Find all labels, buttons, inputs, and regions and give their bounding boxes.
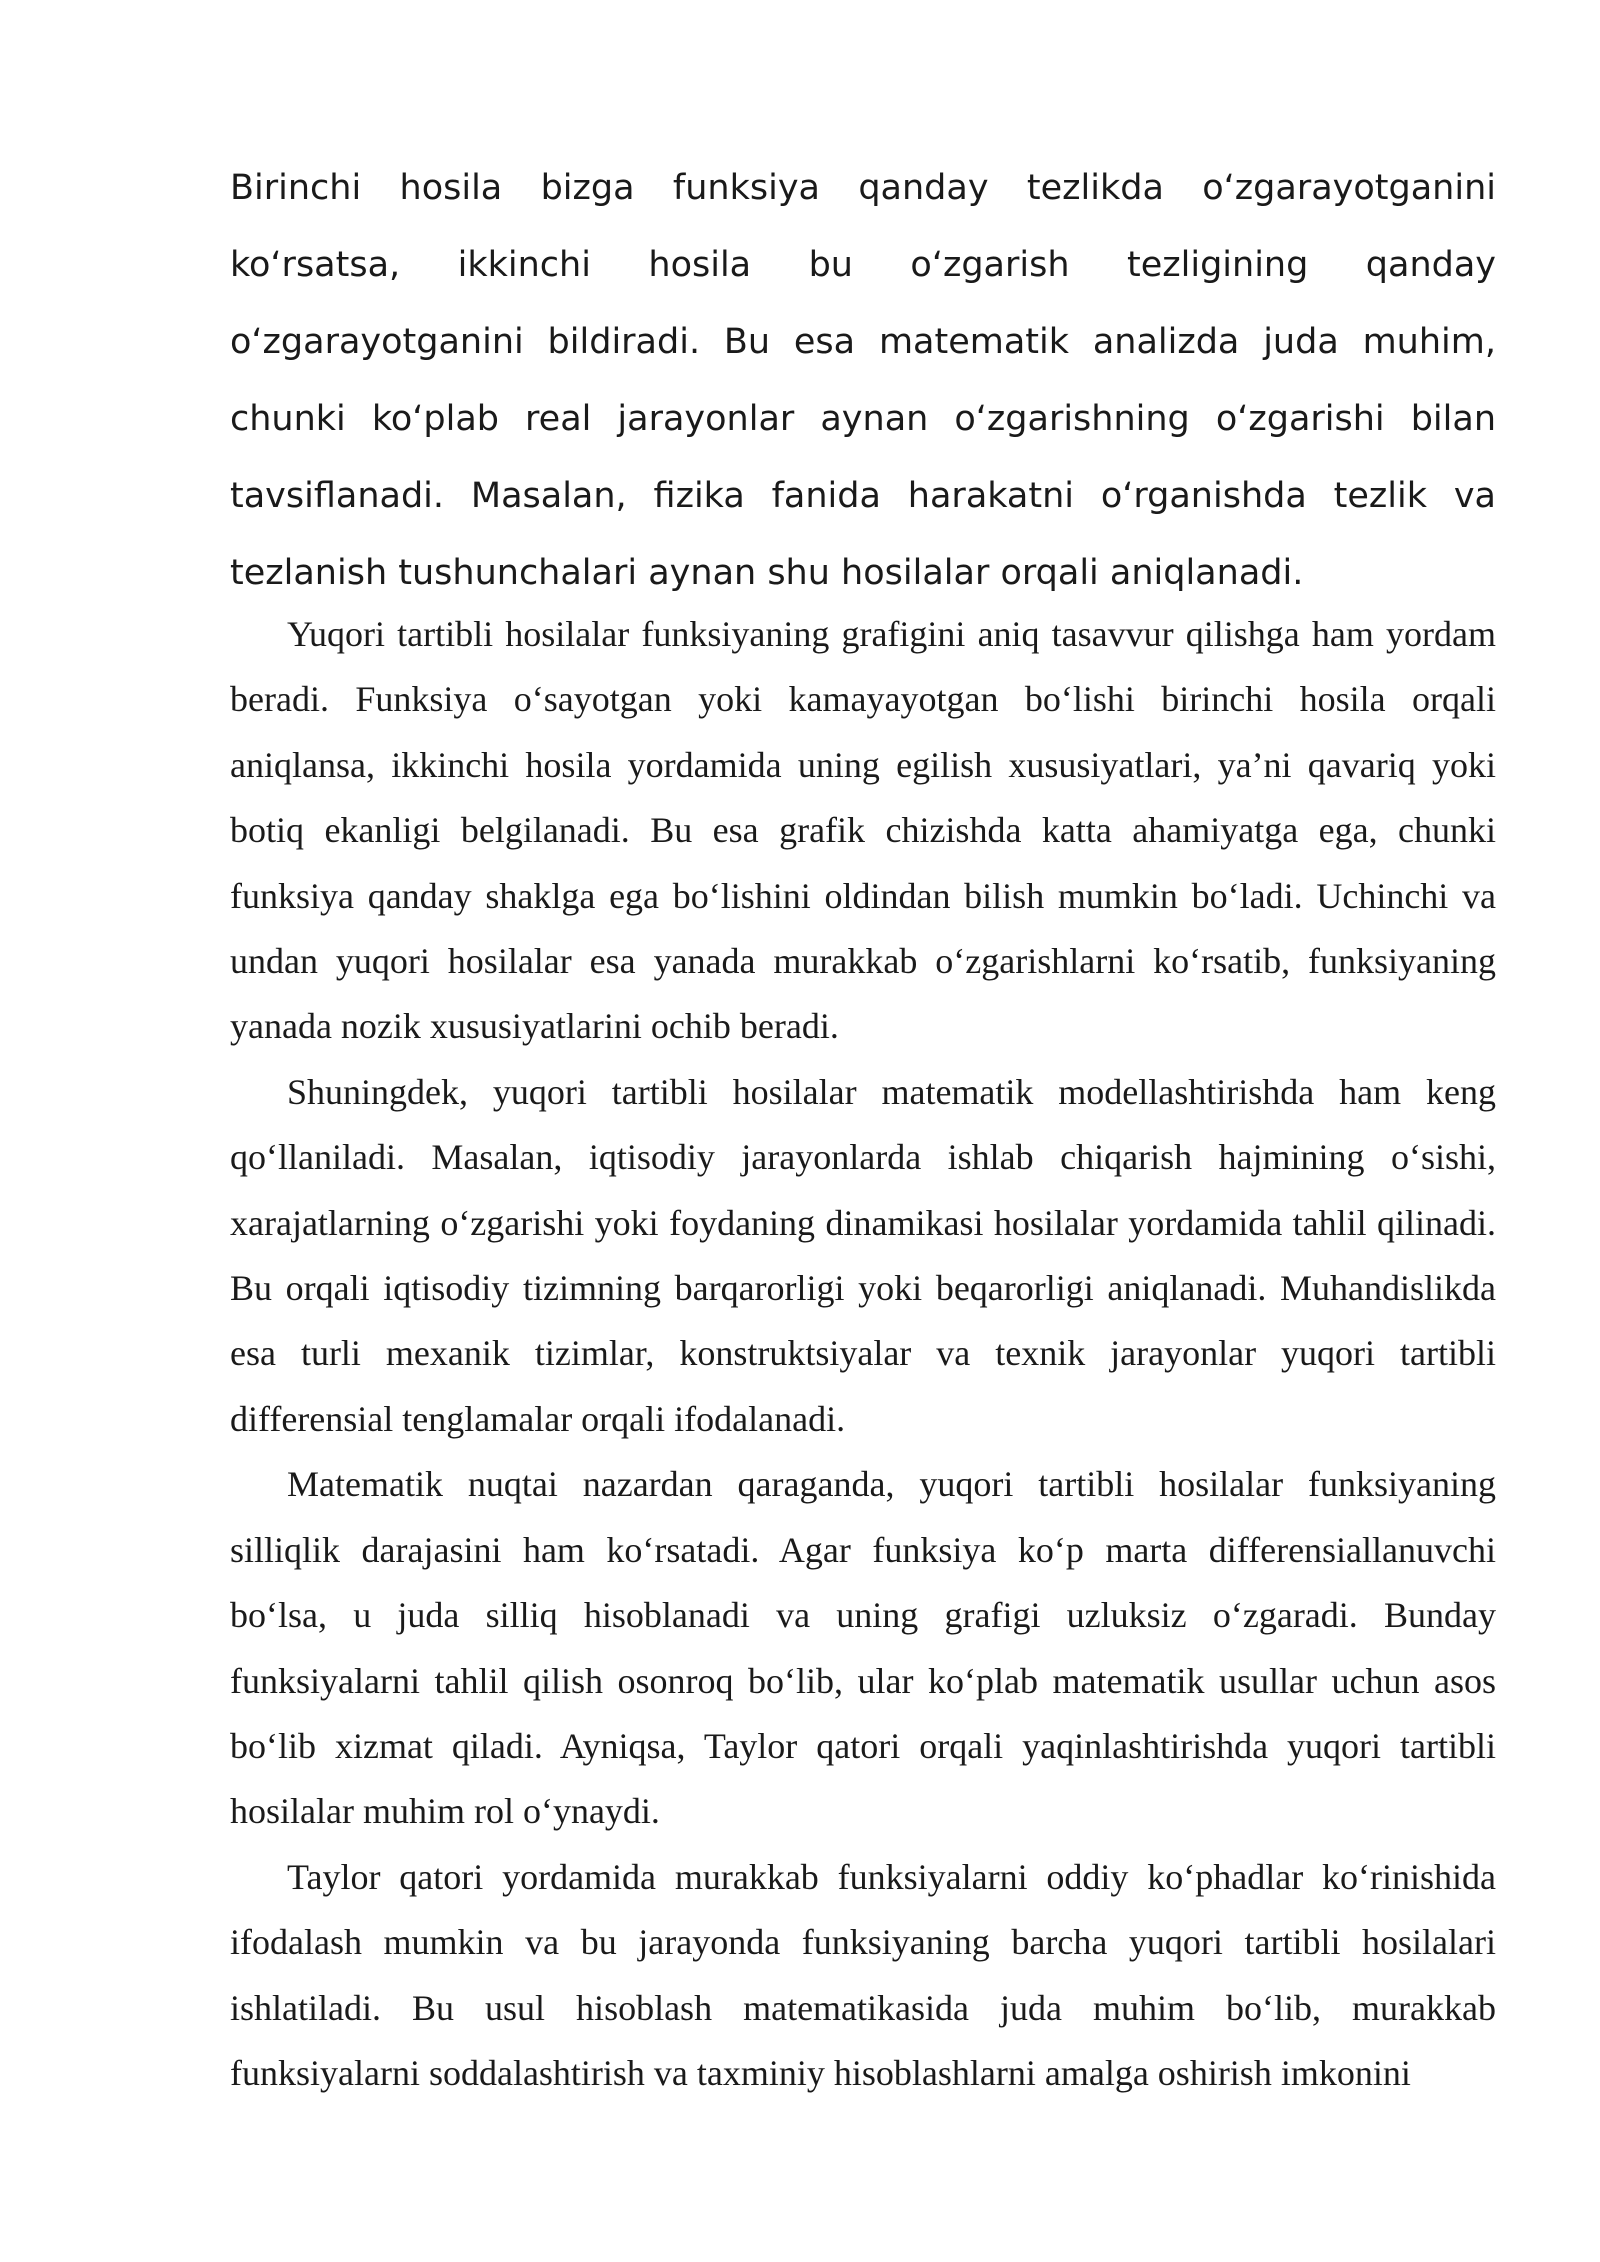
paragraph-2: Yuqori tartibli hosilalar funksiyaning grafigini aniq tasavvur qilishga ham yordam beradi. Funksiya oʻsayotgan yoki kamayayotgan boʻlishi birinchi hosila orqali aniqlansa, ikkinchi hosila yordamida uning egilish xususiyatlari, ya’ni qavariq yoki botiq ekanligi belgilanadi. Bu esa grafik chizishda katta ahamiyatga ega, chunki funksiya qanday shaklga ega boʻlishini oldindan bilish mumkin boʻladi. Uchinchi va undan yuqori hosilalar esa yanada murakkab oʻzgarishlarni koʻrsatib, funksiyaning yanada nozik xususiyatlarini ochib beradi. xyxy=(230,614,1496,1047)
body-text xyxy=(230,602,1496,2106)
paragraph-5: Taylor qatori yordamida murakkab funksiyalarni oddiy koʻphadlar koʻrinishida ifodalash mumkin va bu jarayonda funksiyaning barcha yuqori tartibli hosilalari ishlatiladi. Bu usul hisoblash matematikasida juda muhim boʻlib, murakkab funksiyalarni soddalashtirish va taxminiy hisoblashlarni amalga oshirish imkonini xyxy=(230,1856,1496,2093)
paragraph-1: Birinchi hosila bizga funksiya qanday tezlikda oʻzgarayotganini koʻrsatsa, ikkinchi hosila bu oʻzgarish tezligining qanday oʻzgarayotganini bildiradi. Bu esa matematik analizda juda muhim, chunki koʻplab real jarayonlar aynan oʻzgarishning oʻzgarishi bilan tavsiflanadi. Masalan, fizika fanida harakatni oʻrganishda tezlik va tezlanish tushunchalari aynan shu hosilalar orqali aniqlanadi. xyxy=(230,168,1496,593)
paragraph-4: Matematik nuqtai nazardan qaraganda, yuqori tartibli hosilalar funksiyaning silliqlik darajasini ham koʻrsatadi. Agar funksiya koʻp marta differensiallanuvchi boʻlsa, u juda silliq hisoblanadi va uning grafigi uzluksiz oʻzgaradi. Bunday funksiyalarni tahlil qilish osonroq boʻlib, ular koʻplab matematik usullar uchun asos boʻlib xizmat qiladi. Ayniqsa, Taylor qatori orqali yaqinlashtirishda yuqori tartibli hosilalar muhim rol oʻynaydi. xyxy=(230,1464,1496,1832)
paragraph-3: Shuningdek, yuqori tartibli hosilalar matematik modellashtirishda ham keng qoʻllaniladi. Masalan, iqtisodiy jarayonlarda ishlab chiqarish hajmining oʻsishi, xarajatlarning oʻzgarishi yoki foydaning dinamikasi hosilalar yordamida tahlil qilinadi. Bu orqali iqtisodiy tizimning barqarorligi yoki beqarorligi aniqlanadi. Muhandislikda esa turli mexanik tizimlar, konstruktsiyalar va texnik jarayonlar yuqori tartibli differensial tenglamalar orqali ifodalanadi. xyxy=(230,1071,1496,1439)
